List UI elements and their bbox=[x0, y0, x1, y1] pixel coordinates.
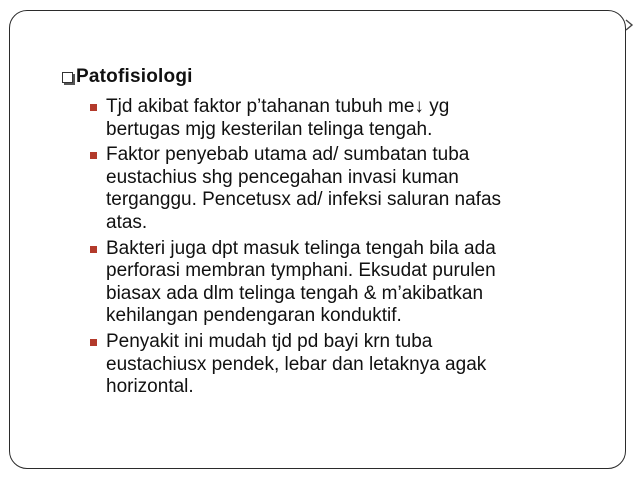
square-bullet-icon bbox=[90, 152, 97, 159]
bullet-text-line: Tjd akibat faktor p’tahanan tubuh me↓ yg bbox=[106, 96, 450, 117]
bullet-text-line: bertugas mjg kesterilan telinga tengah. bbox=[106, 118, 433, 140]
square-bullet-icon bbox=[90, 339, 97, 346]
bullet-text-line: Penyakit ini mudah tjd pd bayi krn tuba bbox=[106, 330, 433, 352]
bullet-text-line: Faktor penyebab utama ad/ sumbatan tuba bbox=[106, 144, 470, 166]
bullet-item bbox=[90, 238, 602, 328]
slide-heading: Patofisiologi bbox=[76, 66, 193, 87]
checkbox-square-icon bbox=[62, 72, 73, 83]
bullet-item bbox=[90, 331, 602, 399]
bullet-text-line: atas. bbox=[106, 211, 148, 233]
bullet-item bbox=[90, 144, 602, 234]
bullet-text-line: Bakteri juga dpt masuk telinga tengah bila ada bbox=[106, 237, 496, 259]
bullet-text-line: eustachiusx pendek, lebar dan letaknya agak bbox=[106, 353, 487, 375]
next-slide-chevron-icon[interactable] bbox=[624, 19, 634, 31]
bullet-text-line: eustachius shg pencegahan invasi kuman bbox=[106, 166, 459, 188]
bullet-list bbox=[62, 96, 602, 399]
square-bullet-icon bbox=[90, 246, 97, 253]
heading-row bbox=[62, 64, 602, 90]
bullet-text-line: horizontal. bbox=[106, 376, 194, 398]
slide-content bbox=[62, 64, 602, 402]
bullet-text-line: biasax ada dlm telinga tengah & m’akibatkan bbox=[106, 282, 484, 304]
bullet-text-line: perforasi membran tymphani. Eksudat purulen bbox=[106, 260, 496, 282]
bullet-text-line: kehilangan pendengaran konduktif. bbox=[106, 305, 402, 327]
bullet-text-line: terganggu. Pencetusx ad/ infeksi saluran nafas bbox=[106, 189, 502, 211]
bullet-item bbox=[90, 96, 602, 141]
square-bullet-icon bbox=[90, 104, 97, 111]
